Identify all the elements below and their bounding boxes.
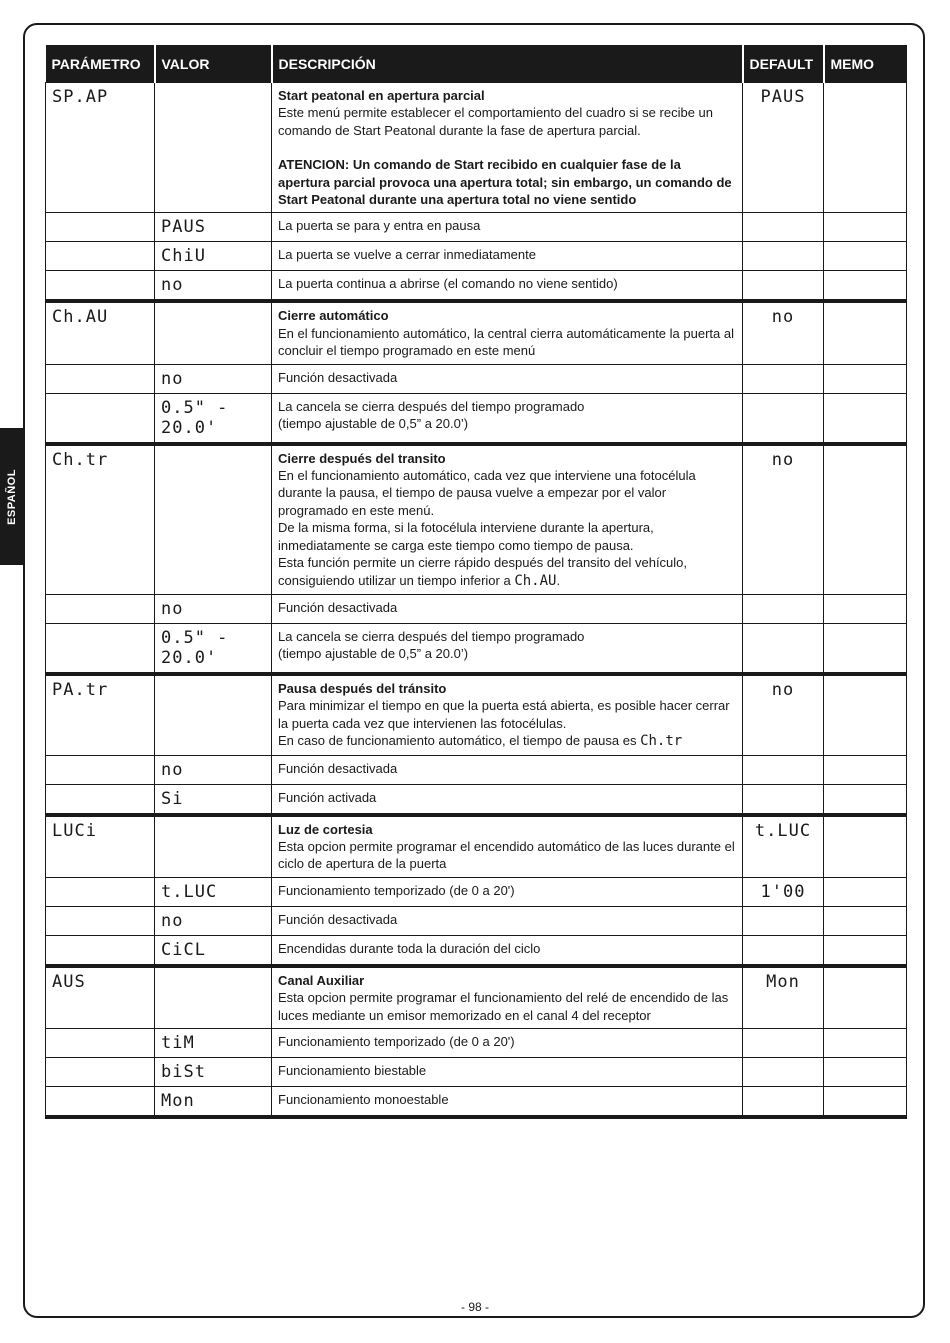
option-value: PAUS [161, 217, 206, 238]
param-code: LUCi [52, 820, 97, 841]
table-row [46, 594, 907, 623]
table-row-luci [46, 815, 907, 878]
param-title: Pausa después del tránsito [278, 680, 447, 696]
option-value: CiCL [161, 939, 206, 960]
language-tab [0, 428, 23, 565]
default-value: Mon [766, 971, 800, 992]
param-description: En el funcionamiento automático, cada vez que interviene una fotocélula durante la pausa, el tiempo de pausa vuelve a empezar por el valor programado en este menú. [278, 468, 696, 518]
table-header-row [46, 45, 907, 83]
option-value: Mon [161, 1090, 195, 1111]
option-description: Funcionamiento temporizado (de 0 a 20') [272, 877, 743, 906]
option-value: no [161, 910, 184, 931]
option-value: no [161, 368, 184, 389]
header-memo: MEMO [824, 45, 907, 83]
table-row-ch-au [46, 301, 907, 364]
header-parametro: PARÁMETRO [46, 45, 155, 83]
param-description: De la misma forma, si la fotocélula interviene durante la apertura, inmediatamente se carga este tiempo como tiempo de pausa. [278, 520, 654, 553]
param-description: Esta función permite un cierre rápido después del transito del vehículo, consiguiendo utilizar un tiempo inferior a [278, 555, 688, 588]
default-value: no [771, 679, 795, 700]
option-value: no [161, 598, 184, 619]
option-value: no [161, 275, 184, 296]
table-row [46, 393, 907, 444]
param-title: Cierre automático [278, 308, 389, 324]
table-row-sp-ap [46, 83, 907, 213]
param-title: Start peatonal en apertura parcial [278, 88, 485, 103]
table-row-aus [46, 966, 907, 1029]
option-description: Función desactivada [272, 594, 743, 623]
option-description: Función activada [272, 784, 743, 815]
header-default: DEFAULT [743, 45, 824, 83]
option-description: La puerta se para y entra en pausa [272, 213, 743, 242]
param-description: Este menú permite establecer el comportamiento del cuadro si se recibe un comando de Start Peatonal durante la fase de apertura parcial. [278, 105, 713, 138]
option-description: Encendidas durante toda la duración del ciclo [272, 935, 743, 966]
option-description: La cancela se cierra después del tiempo programado [278, 398, 585, 414]
option-value: Si [161, 788, 184, 809]
option-value: ChiU [161, 246, 206, 267]
table-row [46, 784, 907, 815]
table-row [46, 1028, 907, 1057]
param-code: AUS [52, 971, 86, 992]
param-description: Esta opcion permite programar el funcionamiento del relé de encendido de las luces mediante un emisor memorizado en el canal 4 del receptor [278, 990, 729, 1023]
table-row-ch-tr [46, 444, 907, 595]
inline-param-code: Ch.AU [514, 572, 557, 589]
param-warning: ATENCION: Un comando de Start recibido en cualquier fase de la apertura parcial provoca una apertura total; sin embargo, un comando de Start Peatonal durante una apertura total no viene sentido [278, 157, 732, 208]
param-title: Luz de cortesia [278, 821, 373, 837]
header-valor: VALOR [155, 45, 272, 83]
table-row [46, 755, 907, 784]
option-value: 0.5" - 20.0' [161, 397, 229, 438]
page-number: - 98 - [460, 1300, 489, 1314]
table-row [46, 1086, 907, 1117]
param-description: En caso de funcionamiento automático, el tiempo de pausa es [278, 733, 637, 749]
table-row [46, 1057, 907, 1086]
param-code: Ch.AU [52, 307, 109, 328]
option-description: Funcionamiento biestable [272, 1057, 743, 1086]
option-description: La cancela se cierra después del tiempo programado [278, 628, 585, 644]
table-row [46, 271, 907, 302]
table-row-pa-tr [46, 674, 907, 755]
option-default-value: 1'00 [760, 881, 806, 902]
table-row [46, 906, 907, 935]
language-label: ESPAÑOL [5, 468, 18, 525]
option-description-range: (tiempo ajustable de 0,5” a 20.0’) [278, 416, 469, 432]
option-description: Función desactivada [272, 755, 743, 784]
option-value: no [161, 759, 184, 780]
option-description: Función desactivada [272, 364, 743, 393]
default-value: PAUS [760, 87, 806, 107]
param-code: SP.AP [52, 87, 109, 107]
option-value: t.LUC [161, 881, 218, 902]
option-value: biSt [161, 1061, 206, 1082]
option-value: tiM [161, 1032, 195, 1053]
sentence-end: . [556, 572, 561, 588]
default-value: t.LUC [754, 820, 812, 841]
param-description: Para minimizar el tiempo en que la puerta está abierta, es posible hacer cerrar la puerta cada vez que intervienen las fotocélulas. [278, 698, 730, 731]
param-code: Ch.tr [52, 449, 109, 470]
parameters-table [45, 45, 907, 1119]
table-row [46, 242, 907, 271]
option-value: 0.5" - 20.0' [161, 627, 229, 668]
option-description: La puerta continua a abrirse (el comando no viene sentido) [272, 271, 743, 302]
option-description: Función desactivada [272, 906, 743, 935]
default-value: no [771, 449, 795, 470]
memo-cell [824, 83, 907, 213]
param-title: Cierre después del transito [278, 450, 446, 466]
param-description: En el funcionamiento automático, la central cierra automáticamente la puerta al concluir el tiempo programado en este menú [278, 325, 734, 359]
option-description: Funcionamiento temporizado (de 0 a 20') [272, 1028, 743, 1057]
table-row [46, 877, 907, 906]
inline-param-code: Ch.tr [640, 733, 683, 750]
param-title: Canal Auxiliar [278, 972, 365, 988]
header-descripcion: DESCRIPCIÓN [272, 45, 743, 83]
table-row [46, 213, 907, 242]
table-row [46, 364, 907, 393]
default-value: no [771, 307, 795, 328]
param-description: Esta opcion permite programar el encendido automático de las luces durante el ciclo de apertura de la puerta [278, 838, 735, 872]
option-description-range: (tiempo ajustable de 0,5” a 20.0’) [278, 646, 469, 662]
table-row [46, 623, 907, 674]
table-row [46, 935, 907, 966]
param-code: PA.tr [52, 679, 109, 700]
option-description: La puerta se vuelve a cerrar inmediatamente [272, 242, 743, 271]
option-description: Funcionamiento monoestable [272, 1086, 743, 1117]
